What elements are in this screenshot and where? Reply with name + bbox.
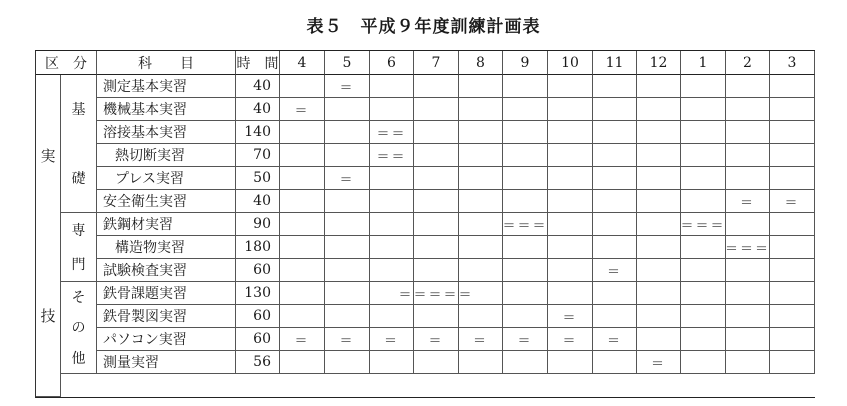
schedule-cell bbox=[593, 213, 637, 236]
schedule-cell bbox=[280, 259, 325, 282]
group-label: 基 bbox=[71, 102, 86, 119]
schedule-cell bbox=[681, 236, 726, 259]
schedule-cell bbox=[637, 144, 681, 167]
schedule-cell bbox=[280, 121, 325, 144]
schedule-cell bbox=[459, 98, 503, 121]
header-month: 5 bbox=[325, 51, 370, 75]
group-label: 門 bbox=[71, 257, 86, 273]
schedule-cell bbox=[637, 213, 681, 236]
schedule-cell: ＝ bbox=[325, 75, 370, 98]
schedule-cell bbox=[325, 282, 370, 305]
schedule-cell bbox=[726, 167, 770, 190]
header-month: 3 bbox=[770, 51, 815, 75]
schedule-cell bbox=[593, 121, 637, 144]
schedule-cell bbox=[637, 121, 681, 144]
header-month: 11 bbox=[593, 51, 637, 75]
header-month: 1 bbox=[681, 51, 726, 75]
schedule-cell: ＝ bbox=[593, 259, 637, 282]
schedule-cell bbox=[548, 98, 593, 121]
category-label: 技 bbox=[40, 307, 56, 326]
schedule-cell bbox=[548, 121, 593, 144]
schedule-cell bbox=[637, 75, 681, 98]
subject-cell: 試験検査実習 bbox=[97, 259, 236, 282]
schedule-cell bbox=[593, 282, 637, 305]
header-month: 8 bbox=[459, 51, 503, 75]
schedule-cell bbox=[370, 351, 414, 374]
schedule-cell bbox=[370, 190, 414, 213]
subject-cell: 測定基本実習 bbox=[97, 75, 236, 98]
schedule-cell bbox=[503, 167, 548, 190]
schedule-cell bbox=[459, 282, 503, 305]
group-label: の bbox=[71, 320, 86, 337]
schedule-cell bbox=[325, 305, 370, 328]
schedule-cell bbox=[459, 75, 503, 98]
schedule-cell bbox=[726, 213, 770, 236]
header-hours: 時 間 bbox=[236, 51, 280, 75]
header-subject: 科 目 bbox=[97, 51, 236, 75]
schedule-cell bbox=[503, 75, 548, 98]
subject-cell: 鉄骨製図実習 bbox=[97, 305, 236, 328]
schedule-cell: ＝＝＝ bbox=[681, 213, 726, 236]
hours-cell: 60 bbox=[236, 328, 280, 351]
header-month: 4 bbox=[280, 51, 325, 75]
schedule-cell bbox=[280, 213, 325, 236]
schedule-cell: ＝ bbox=[414, 328, 459, 351]
header-month: 12 bbox=[637, 51, 681, 75]
schedule-cell: ＝＝＝ bbox=[503, 213, 548, 236]
schedule-cell bbox=[414, 259, 459, 282]
schedule-cell: ＝ bbox=[503, 328, 548, 351]
subject-cell: 構造物実習 bbox=[97, 236, 236, 259]
hours-cell: 56 bbox=[236, 351, 280, 374]
schedule-cell bbox=[637, 328, 681, 351]
schedule-cell bbox=[280, 144, 325, 167]
schedule-cell bbox=[770, 98, 815, 121]
schedule-cell bbox=[726, 328, 770, 351]
header-month: 7 bbox=[414, 51, 459, 75]
schedule-cell bbox=[414, 121, 459, 144]
schedule-cell bbox=[770, 282, 815, 305]
schedule-cell bbox=[637, 98, 681, 121]
header-month: 9 bbox=[503, 51, 548, 75]
schedule-cell: ＝＝＝ bbox=[726, 236, 770, 259]
schedule-cell bbox=[681, 190, 726, 213]
schedule-cell bbox=[280, 236, 325, 259]
page-title: 表５ 平成９年度訓練計画表 bbox=[306, 17, 541, 37]
schedule-cell bbox=[503, 98, 548, 121]
schedule-cell bbox=[770, 144, 815, 167]
schedule-cell bbox=[548, 190, 593, 213]
schedule-cell bbox=[280, 75, 325, 98]
schedule-cell bbox=[770, 75, 815, 98]
schedule-cell: ＝ bbox=[280, 328, 325, 351]
schedule-cell bbox=[414, 305, 459, 328]
subject-cell: 溶接基本実習 bbox=[97, 121, 236, 144]
schedule-cell bbox=[726, 98, 770, 121]
schedule-cell bbox=[370, 259, 414, 282]
schedule-cell bbox=[459, 305, 503, 328]
schedule-cell bbox=[459, 213, 503, 236]
schedule-cell bbox=[459, 167, 503, 190]
schedule-cell bbox=[280, 282, 325, 305]
schedule-cell bbox=[593, 305, 637, 328]
schedule-cell bbox=[681, 351, 726, 374]
subject-cell: 熱切断実習 bbox=[97, 144, 236, 167]
schedule-cell bbox=[637, 190, 681, 213]
group-label: そ bbox=[71, 290, 86, 307]
hours-cell: 40 bbox=[236, 98, 280, 121]
schedule-cell bbox=[503, 282, 548, 305]
schedule-cell bbox=[503, 190, 548, 213]
schedule-cell: ＝ bbox=[325, 328, 370, 351]
schedule-cell bbox=[593, 75, 637, 98]
group-basic bbox=[61, 75, 97, 213]
schedule-cell bbox=[459, 351, 503, 374]
schedule-cell bbox=[414, 190, 459, 213]
schedule-cell bbox=[726, 144, 770, 167]
group-label: 礎 bbox=[71, 170, 86, 187]
schedule-cell bbox=[770, 328, 815, 351]
schedule-cell bbox=[370, 75, 414, 98]
schedule-cell bbox=[593, 98, 637, 121]
schedule-cell bbox=[414, 167, 459, 190]
schedule-cell bbox=[681, 75, 726, 98]
schedule-cell bbox=[726, 305, 770, 328]
schedule-cell bbox=[414, 75, 459, 98]
schedule-cell bbox=[681, 144, 726, 167]
schedule-cell bbox=[414, 144, 459, 167]
schedule-cell bbox=[770, 259, 815, 282]
schedule-cell bbox=[370, 236, 414, 259]
schedule-cell: ＝ bbox=[280, 98, 325, 121]
schedule-cell bbox=[370, 305, 414, 328]
hours-cell: 60 bbox=[236, 259, 280, 282]
subject-cell: プレス実習 bbox=[97, 167, 236, 190]
hours-cell: 70 bbox=[236, 144, 280, 167]
hours-cell: 180 bbox=[236, 236, 280, 259]
schedule-cell bbox=[503, 144, 548, 167]
schedule-cell bbox=[770, 351, 815, 374]
group-label: 専 bbox=[71, 223, 86, 239]
schedule-cell bbox=[770, 213, 815, 236]
schedule-cell: ＝＝ bbox=[370, 144, 414, 167]
schedule-cell bbox=[459, 121, 503, 144]
schedule-cell: ＝ bbox=[637, 351, 681, 374]
category-label: 実 bbox=[40, 146, 56, 165]
schedule-cell bbox=[325, 259, 370, 282]
schedule-cell bbox=[414, 236, 459, 259]
schedule-cell bbox=[370, 167, 414, 190]
schedule-cell: ＝ bbox=[325, 167, 370, 190]
schedule-cell bbox=[280, 190, 325, 213]
group-label: 他 bbox=[71, 350, 86, 367]
schedule-cell bbox=[726, 259, 770, 282]
schedule-cell bbox=[637, 167, 681, 190]
schedule-cell bbox=[637, 305, 681, 328]
schedule-cell bbox=[726, 282, 770, 305]
schedule-cell bbox=[593, 190, 637, 213]
schedule-cell: ＝ bbox=[548, 328, 593, 351]
schedule-cell bbox=[637, 259, 681, 282]
hours-cell: 40 bbox=[236, 190, 280, 213]
schedule-cell bbox=[548, 259, 593, 282]
schedule-cell bbox=[459, 190, 503, 213]
schedule-cell bbox=[681, 282, 726, 305]
training-plan-table bbox=[35, 50, 815, 398]
schedule-cell bbox=[325, 98, 370, 121]
schedule-cell bbox=[681, 98, 726, 121]
schedule-cell bbox=[593, 167, 637, 190]
schedule-cell bbox=[726, 351, 770, 374]
schedule-cell: ＝ bbox=[370, 328, 414, 351]
subject-cell: 機械基本実習 bbox=[97, 98, 236, 121]
schedule-cell bbox=[548, 351, 593, 374]
subject-cell: 安全衛生実習 bbox=[97, 190, 236, 213]
schedule-cell bbox=[503, 121, 548, 144]
schedule-cell bbox=[325, 351, 370, 374]
header-month: 10 bbox=[548, 51, 593, 75]
schedule-cell bbox=[548, 144, 593, 167]
schedule-cell bbox=[503, 259, 548, 282]
schedule-cell bbox=[681, 305, 726, 328]
schedule-cell bbox=[681, 328, 726, 351]
schedule-cell bbox=[414, 213, 459, 236]
schedule-cell bbox=[681, 259, 726, 282]
schedule-cell bbox=[459, 236, 503, 259]
group-other bbox=[61, 282, 97, 374]
schedule-cell bbox=[770, 236, 815, 259]
schedule-cell bbox=[770, 305, 815, 328]
subject-cell: 鉄骨課題実習 bbox=[97, 282, 236, 305]
schedule-cell: ＝ bbox=[459, 328, 503, 351]
subject-cell: パソコン実習 bbox=[97, 328, 236, 351]
schedule-cell bbox=[593, 351, 637, 374]
hours-cell: 60 bbox=[236, 305, 280, 328]
schedule-cell bbox=[548, 167, 593, 190]
hours-cell: 40 bbox=[236, 75, 280, 98]
schedule-cell: ＝＝ bbox=[370, 121, 414, 144]
schedule-cell bbox=[414, 98, 459, 121]
category-cell bbox=[36, 75, 61, 397]
schedule-cell bbox=[548, 75, 593, 98]
schedule-cell bbox=[548, 282, 593, 305]
subject-cell: 鉄鋼材実習 bbox=[97, 213, 236, 236]
schedule-cell bbox=[325, 121, 370, 144]
schedule-cell bbox=[370, 98, 414, 121]
schedule-cell bbox=[770, 167, 815, 190]
schedule-cell bbox=[325, 236, 370, 259]
schedule-cell: ＝ bbox=[548, 305, 593, 328]
schedule-cell bbox=[503, 236, 548, 259]
subject-cell: 測量実習 bbox=[97, 351, 236, 374]
schedule-cell bbox=[770, 121, 815, 144]
header-category: 区 分 bbox=[36, 51, 97, 75]
schedule-cell bbox=[593, 144, 637, 167]
schedule-cell bbox=[280, 305, 325, 328]
schedule-cell bbox=[370, 213, 414, 236]
schedule-cell bbox=[325, 213, 370, 236]
schedule-cell bbox=[637, 282, 681, 305]
schedule-cell bbox=[280, 167, 325, 190]
schedule-cell bbox=[325, 190, 370, 213]
schedule-cell bbox=[726, 121, 770, 144]
schedule-cell: ＝ bbox=[770, 190, 815, 213]
schedule-cell bbox=[459, 144, 503, 167]
schedule-cell bbox=[637, 236, 681, 259]
schedule-cell bbox=[681, 167, 726, 190]
schedule-cell bbox=[459, 259, 503, 282]
schedule-cell bbox=[280, 351, 325, 374]
schedule-cell bbox=[325, 144, 370, 167]
header-month: 6 bbox=[370, 51, 414, 75]
hours-cell: 90 bbox=[236, 213, 280, 236]
schedule-cell bbox=[548, 213, 593, 236]
group-specialized bbox=[61, 213, 97, 282]
schedule-cell bbox=[503, 351, 548, 374]
hours-cell: 130 bbox=[236, 282, 280, 305]
schedule-cell bbox=[593, 236, 637, 259]
hours-cell: 140 bbox=[236, 121, 280, 144]
schedule-cell bbox=[726, 75, 770, 98]
hours-cell: 50 bbox=[236, 167, 280, 190]
header-month: 2 bbox=[726, 51, 770, 75]
schedule-cell bbox=[548, 236, 593, 259]
schedule-cell: ＝ bbox=[726, 190, 770, 213]
schedule-cell bbox=[681, 121, 726, 144]
schedule-cell: ＝＝＝＝＝ bbox=[414, 282, 459, 305]
schedule-cell bbox=[414, 351, 459, 374]
schedule-cell: ＝ bbox=[593, 328, 637, 351]
schedule-cell bbox=[503, 305, 548, 328]
